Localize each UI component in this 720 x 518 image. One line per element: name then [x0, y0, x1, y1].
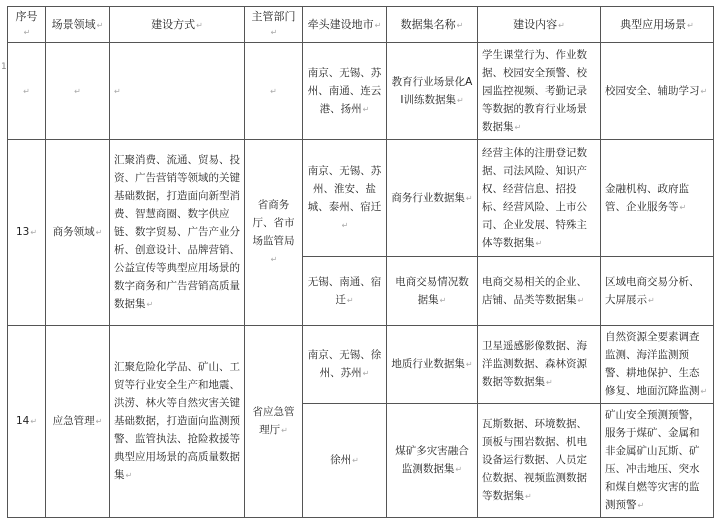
header-cell-domain: 场景领域 ↵: [46, 7, 110, 43]
table-row: [8, 43, 714, 140]
cell-dataset: 教育行业场景化AI训练数据集 ↵: [387, 43, 478, 140]
cell-content: 经营主体的注册登记数据、司法风险、知识产权、经营信息、招投标、经营风险、上市公司、企业发展、特殊主体等数据集 ↵: [478, 140, 601, 257]
cell-scenario: 自然资源全要素调查监测、海洋监测预警、耕地保护、生态修复、地面沉降监测 ↵: [601, 326, 714, 404]
cell-dataset: 商务行业数据集 ↵: [387, 140, 478, 257]
table-row: [8, 140, 714, 257]
cell-scenario: 校园安全、辅助学习 ↵: [601, 43, 714, 140]
cell-content: 瓦斯数据、环境数据、顶板与围岩数据、机电设备运行数据、人员定位数据、视频监测数据等数据集 ↵: [478, 404, 601, 518]
cell-domain: 应急管理 ↵: [46, 326, 110, 518]
cell-content: 学生课堂行为、作业数据、校园安全预警、校园监控视频、考勤记录等数据的教育行业场景数据集 ↵: [478, 43, 601, 140]
header-cell-dept: 主管部门 ↵: [245, 7, 303, 43]
cell-cities: 无锡、南通、宿迁 ↵: [303, 257, 387, 326]
cell-method: [110, 43, 245, 140]
cell-method: 汇聚危险化学品、矿山、工贸等行业安全生产和地震、洪涝、林火等自然灾害关键基础数据，打造面向监测预警、监管执法、抢险救援等典型应用场景的高质量数据集 ↵: [110, 326, 245, 518]
cell-content: 电商交易相关的企业、店铺、品类等数据集 ↵: [478, 257, 601, 326]
cell-no: 14 ↵: [8, 326, 46, 518]
cell-cities: 南京、无锡、苏州、南通、连云港、扬州 ↵: [303, 43, 387, 140]
cell-domain: [46, 43, 110, 140]
cell-dataset: 地质行业数据集 ↵: [387, 326, 478, 404]
cell-cities: 南京、无锡、徐州、苏州 ↵: [303, 326, 387, 404]
cell-dataset: 煤矿多灾害融合监测数据集 ↵: [387, 404, 478, 518]
cell-no: 13 ↵: [8, 140, 46, 326]
cell-dept: 省应急管理厅 ↵: [245, 326, 303, 518]
header-cell-cities: 牵头建设地市 ↵: [303, 7, 387, 43]
cell-scenario: 金融机构、政府监管、企业服务等 ↵: [601, 140, 714, 257]
margin-line-number: 1: [1, 62, 7, 72]
header-cell-method: 建设方式 ↵: [110, 7, 245, 43]
cell-no: [8, 43, 46, 140]
header-cell-scenario: 典型应用场景 ↵: [601, 7, 714, 43]
header-cell-content: 建设内容 ↵: [478, 7, 601, 43]
cell-dept: [245, 43, 303, 140]
cell-cities: 徐州 ↵: [303, 404, 387, 518]
cell-dept: 省商务厅、省市场监管局 ↵: [245, 140, 303, 326]
cell-scenario: 矿山安全预测预警，服务于煤矿、金属和非金属矿山瓦斯、矿压、冲击地压、突水和煤自燃等灾害的监测预警 ↵: [601, 404, 714, 518]
table-row: [8, 326, 714, 404]
cell-domain: 商务领域 ↵: [46, 140, 110, 326]
data-table: [7, 6, 714, 518]
cell-dataset: 电商交易情况数据集 ↵: [387, 257, 478, 326]
header-row: [8, 7, 714, 43]
header-cell-no: 序号 ↵: [8, 7, 46, 43]
cell-scenario: 区域电商交易分析、大屏展示 ↵: [601, 257, 714, 326]
header-cell-dataset: 数据集名称 ↵: [387, 7, 478, 43]
cell-method: 汇聚消费、流通、贸易、投资、广告营销等领域的关键基础数据，打造面向新型消费、智慧商圈、数字供应链、数字贸易、广告产业分析、创意设计、品牌营销、公益宣传等典型应用场景的数字商务和广告营销高质量数据集 ↵: [110, 140, 245, 326]
cell-content: 卫星遥感影像数据、海洋监测数据、森林资源数据等数据集 ↵: [478, 326, 601, 404]
cell-cities: 南京、无锡、苏州、淮安、盐城、泰州、宿迁 ↵: [303, 140, 387, 257]
